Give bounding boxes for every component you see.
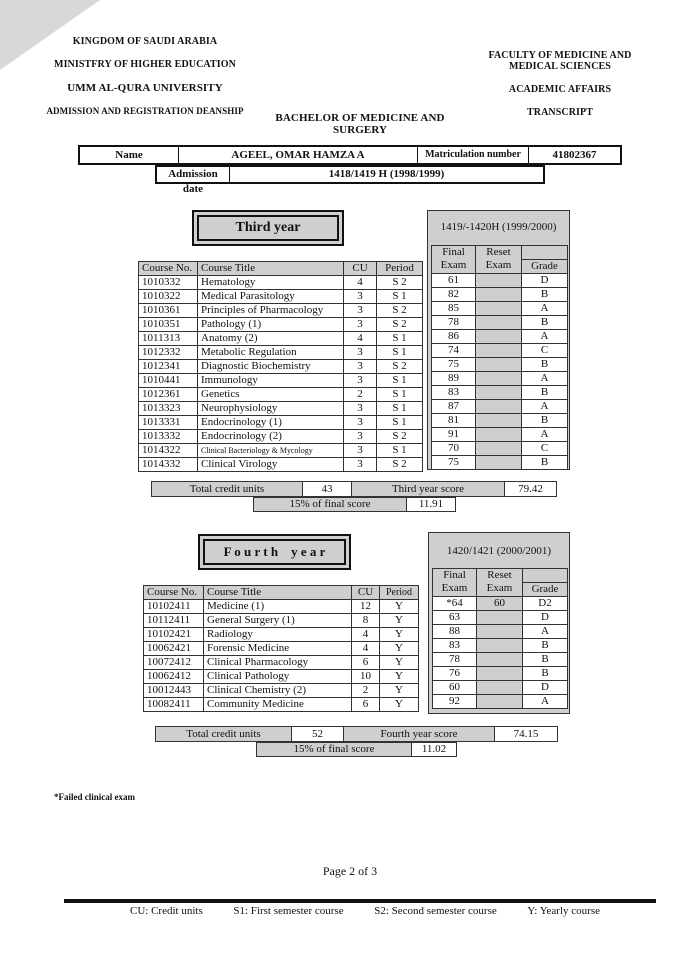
final-exam-score: *64 [433,596,477,610]
percent-value: 11.02 [412,743,456,756]
grade: A [522,371,568,385]
legend-s1: S1: First semester course [233,905,344,917]
reset-exam-score: 60 [477,596,523,610]
course-title: Medical Parasitology [198,290,344,304]
course-number: 1013332 [139,430,198,444]
table-row [144,670,419,684]
table-row [144,614,419,628]
reset-exam-score [476,357,522,371]
period: S 2 [377,318,423,332]
year-score-value: 79.42 [505,482,556,496]
grade: A [523,624,568,638]
course-title: Genetics [198,388,344,402]
course-no-header: Course No. [144,586,204,600]
grade: A [522,427,568,441]
name-label: Name [80,147,179,163]
final-exam-score: 63 [433,610,477,624]
reset-exam-score [476,455,522,469]
final-exam-score: 78 [433,652,477,666]
credit-units: 4 [344,276,377,290]
course-number: 1013323 [139,402,198,416]
credit-units: 4 [352,642,380,656]
total-credit-value: 43 [303,482,352,496]
table-row [433,652,568,666]
credit-units: 3 [344,360,377,374]
period: S 1 [377,416,423,430]
course-title: Clinical Bacteriology & Mycology [198,444,344,458]
period: S 1 [377,346,423,360]
credit-units: 3 [344,458,377,472]
course-number: 1010322 [139,290,198,304]
credit-units: 4 [352,628,380,642]
course-number: 1013331 [139,416,198,430]
table-row [139,388,423,402]
third-year-percent [253,497,456,512]
header-kingdom: KINGDOM OF SAUDI ARABIA [72,36,218,47]
final-exam-header-2: Exam [433,582,477,596]
table-row [139,374,423,388]
credit-units: 3 [344,304,377,318]
header-left [40,36,250,116]
course-title: Endocrinology (2) [198,430,344,444]
course-title: Immunology [198,374,344,388]
table-row [432,399,568,413]
table-row [432,343,568,357]
grade: B [522,357,568,371]
table-row [433,596,568,610]
final-exam-score: 83 [433,638,477,652]
table-row [139,458,423,472]
reset-exam-score [476,315,522,329]
course-number: 10082411 [144,698,204,712]
course-number: 1011313 [139,332,198,346]
course-number: 1010351 [139,318,198,332]
table-row [144,656,419,670]
header-ministry: MINISTFRY OF HIGHER EDUCATION [54,59,236,70]
period: Y [380,698,419,712]
percent-label: 15% of final score [257,743,412,756]
header-transcript: TRANSCRIPT [526,107,593,118]
reset-exam-score [477,666,523,680]
grade: C [522,343,568,357]
third-year-title: Third year [197,215,339,241]
period-header: Period [380,586,419,600]
course-number: 10102411 [144,600,204,614]
table-row [433,694,568,708]
reset-exam-score [476,287,522,301]
third-year-totals [151,481,557,497]
table-row [432,301,568,315]
course-number: 1012361 [139,388,198,402]
period: S 2 [377,430,423,444]
year-score-label: Third year score [352,482,505,496]
course-number: 1012332 [139,346,198,360]
reset-exam-score [476,329,522,343]
reset-exam-score [476,399,522,413]
header-faculty-1: FACULTY OF MEDICINE AND [488,50,632,61]
course-number: 10112411 [144,614,204,628]
grade: B [523,652,568,666]
fourth-year-course-table [143,585,419,712]
table-row [432,315,568,329]
course-number: 10062412 [144,670,204,684]
fourth-year-session: 1420/1421 (2000/2001) [446,545,552,557]
reset-exam-header-2: Exam [476,259,522,273]
header-faculty-2: MEDICAL SCIENCES [509,61,611,72]
period: Y [380,656,419,670]
reset-exam-score [476,343,522,357]
table-row [139,444,423,458]
grade: B [522,315,568,329]
grade: A [523,694,568,708]
final-exam-score: 61 [432,273,476,287]
reset-exam-header: Reset [476,246,522,260]
course-number: 1014332 [139,458,198,472]
final-exam-score: 86 [432,329,476,343]
course-title: Endocrinology (1) [198,416,344,430]
table-row [432,455,568,469]
final-exam-score: 75 [432,357,476,371]
course-number: 1014322 [139,444,198,458]
course-no-header: Course No. [139,262,198,276]
reset-exam-score [477,694,523,708]
table-row [139,276,423,290]
final-exam-header: Final [433,569,477,583]
table-row [139,360,423,374]
grade: B [522,413,568,427]
table-row [144,628,419,642]
final-exam-score: 75 [432,455,476,469]
period: S 2 [377,304,423,318]
table-row [432,441,568,455]
period: S 2 [377,276,423,290]
period: S 2 [377,360,423,374]
final-exam-score: 78 [432,315,476,329]
reset-exam-header: Reset [477,569,523,583]
reset-exam-score [477,638,523,652]
grade: D2 [523,596,568,610]
course-number: 10072412 [144,656,204,670]
reset-exam-score [477,610,523,624]
hatched-cell [523,569,568,583]
third-year-course-table [138,261,423,472]
reset-exam-score [476,413,522,427]
student-name: AGEEL, OMAR HAMZA A [179,147,418,163]
grade: D [523,610,568,624]
final-exam-score: 81 [432,413,476,427]
legend [130,905,600,917]
course-title: Clinical Virology [198,458,344,472]
fourth-year-grades-panel [428,532,570,714]
period: Y [380,670,419,684]
grade: A [522,301,568,315]
reset-exam-header-2: Exam [477,582,523,596]
fourth-year-percent [256,742,457,757]
degree-line-1: BACHELOR OF MEDICINE AND [275,112,445,124]
table-row [139,402,423,416]
credit-units: 3 [344,444,377,458]
final-exam-score: 70 [432,441,476,455]
credit-units: 6 [352,656,380,670]
table-row [433,666,568,680]
final-exam-header: Final [432,246,476,260]
credit-units: 8 [352,614,380,628]
table-row [432,413,568,427]
table-row [139,304,423,318]
table-row [432,371,568,385]
percent-value: 11.91 [407,498,455,511]
total-credit-label: Total credit units [152,482,303,496]
table-row [139,416,423,430]
credit-units: 3 [344,402,377,416]
course-title: Radiology [204,628,352,642]
admission-label: Admission date [157,167,230,182]
hatched-cell [522,246,568,260]
period: Y [380,684,419,698]
period: Y [380,628,419,642]
grade: A [522,329,568,343]
legend-cu: CU: Credit units [130,905,203,917]
credit-units: 2 [352,684,380,698]
period: S 1 [377,374,423,388]
period-header: Period [377,262,423,276]
total-credit-label: Total credit units [156,727,292,741]
matric-number: 41802367 [552,149,597,161]
grade-header: Grade [523,582,568,596]
table-row [433,624,568,638]
reset-exam-score [476,301,522,315]
table-row [432,287,568,301]
table-row [139,430,423,444]
period: S 1 [377,290,423,304]
table-row [432,427,568,441]
final-exam-score: 85 [432,301,476,315]
final-exam-score: 89 [432,371,476,385]
course-number: 1012341 [139,360,198,374]
period: S 2 [377,458,423,472]
reset-exam-score [477,680,523,694]
course-title: Forensic Medicine [204,642,352,656]
final-exam-score: 87 [432,399,476,413]
course-title-header: Course Title [198,262,344,276]
credit-units: 10 [352,670,380,684]
name-bar [78,145,622,165]
period: S 1 [377,444,423,458]
final-exam-score: 83 [432,385,476,399]
header-academic-affairs: ACADEMIC AFFAIRS [508,84,612,95]
grade: B [522,455,568,469]
credit-units: 3 [344,346,377,360]
percent-label: 15% of final score [254,498,407,511]
credit-units: 3 [344,374,377,388]
course-number: 10102421 [144,628,204,642]
table-row [433,610,568,624]
third-year-title-box [192,210,344,246]
course-title: Pathology (1) [198,318,344,332]
reset-exam-score [477,624,523,638]
table-row [144,600,419,614]
grade: C [522,441,568,455]
cu-header: CU [344,262,377,276]
reset-exam-score [477,652,523,666]
credit-units: 6 [352,698,380,712]
table-row [433,638,568,652]
grade-header: Grade [522,259,568,273]
course-title: Clinical Pharmacology [204,656,352,670]
grade: B [523,638,568,652]
final-exam-score: 88 [433,624,477,638]
legend-s2: S2: Second semester course [374,905,497,917]
matric-label: Matriculation number [418,147,529,163]
period: Y [380,642,419,656]
course-title: Metabolic Regulation [198,346,344,360]
final-exam-score: 76 [433,666,477,680]
credit-units: 3 [344,318,377,332]
year-score-label: Fourth year score [344,727,495,741]
period: S 1 [377,332,423,346]
grade: A [522,399,568,413]
table-row [432,273,568,287]
credit-units: 3 [344,290,377,304]
admission-bar [155,165,545,195]
course-title: Principles of Pharmacology [198,304,344,318]
table-row [144,684,419,698]
reset-exam-score [476,385,522,399]
table-row [433,680,568,694]
fourth-year-title: F o u r t h y e a r [203,539,346,565]
course-title: Community Medicine [204,698,352,712]
credit-units: 2 [344,388,377,402]
fourth-year-grades-table [432,568,568,709]
header-deanship: ADMISSION AND REGISTRATION DEANSHIP [46,106,244,116]
grade: B [522,385,568,399]
reset-exam-score [476,427,522,441]
period: Y [380,614,419,628]
degree-line-2: SURGERY [332,124,388,136]
page-number: Page 2 of 3 [322,864,378,878]
course-title: Clinical Pathology [204,670,352,684]
grade: D [523,680,568,694]
final-exam-header-2: Exam [432,259,476,273]
course-number: 10012443 [144,684,204,698]
admission-date: 1418/1419 H (1998/1999) [328,168,445,180]
course-title: Clinical Chemistry (2) [204,684,352,698]
grade: D [522,273,568,287]
course-title: General Surgery (1) [204,614,352,628]
third-year-grades-table [431,245,568,470]
credit-units: 3 [344,416,377,430]
course-title: Neurophysiology [198,402,344,416]
reset-exam-score [476,273,522,287]
course-title: Hematology [198,276,344,290]
table-row [139,346,423,360]
table-row [139,290,423,304]
header-right [470,50,650,118]
table-row [139,332,423,346]
final-exam-score: 74 [432,343,476,357]
course-title: Medicine (1) [204,600,352,614]
reset-exam-score [476,441,522,455]
final-exam-score: 82 [432,287,476,301]
fourth-year-title-box [198,534,351,570]
year-score-value: 74.15 [495,727,557,741]
course-title: Anatomy (2) [198,332,344,346]
cu-header: CU [352,586,380,600]
table-row [144,642,419,656]
table-row [144,698,419,712]
course-title-header: Course Title [204,586,352,600]
third-year-session: 1419/-1420H (1999/2000) [440,221,557,233]
grade: B [523,666,568,680]
header-degree [255,112,465,136]
course-number: 1010332 [139,276,198,290]
header-university: UMM AL-QURA UNIVERSITY [67,82,223,94]
total-credit-value: 52 [292,727,344,741]
grade: B [522,287,568,301]
period: S 1 [377,402,423,416]
period: S 1 [377,388,423,402]
course-number: 10062421 [144,642,204,656]
course-number: 1010361 [139,304,198,318]
final-exam-score: 91 [432,427,476,441]
period: Y [380,600,419,614]
final-exam-score: 92 [433,694,477,708]
final-exam-score: 60 [433,680,477,694]
legend-y: Y: Yearly course [527,905,600,917]
credit-units: 3 [344,430,377,444]
table-row [432,357,568,371]
bottom-rule [64,899,656,903]
fourth-year-totals [155,726,558,742]
table-row [139,318,423,332]
third-year-grades-panel [427,210,570,470]
course-title: Diagnostic Biochemistry [198,360,344,374]
course-number: 1010441 [139,374,198,388]
footnote: *Failed clinical exam [54,792,135,802]
table-row [432,385,568,399]
reset-exam-score [476,371,522,385]
credit-units: 4 [344,332,377,346]
table-row [432,329,568,343]
credit-units: 12 [352,600,380,614]
